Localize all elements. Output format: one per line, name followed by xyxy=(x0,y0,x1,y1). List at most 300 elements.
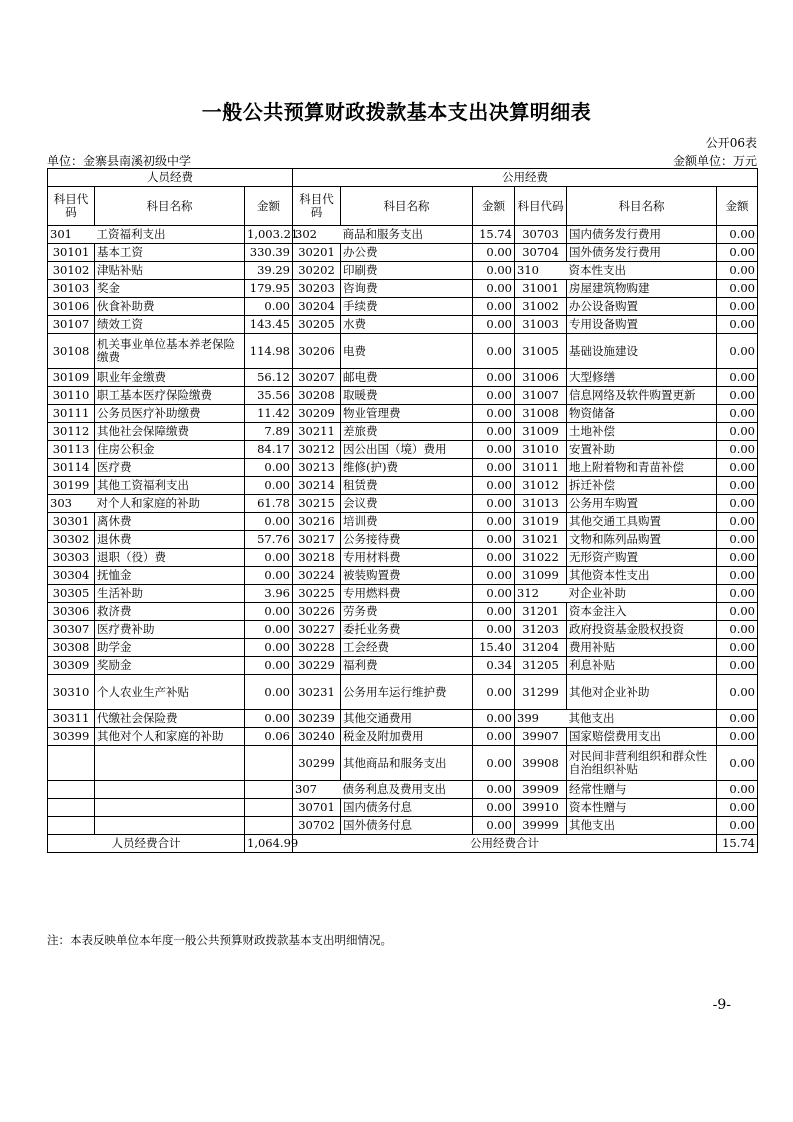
table-row xyxy=(48,495,758,513)
subject-code: 30239 xyxy=(293,710,341,728)
subject-code: 31019 xyxy=(515,513,567,531)
subject-name: 医疗费补助 xyxy=(95,621,245,639)
subject-code: 303 xyxy=(48,495,95,513)
amount-value: 0.00 xyxy=(245,675,293,710)
subject-name: 住房公积金 xyxy=(95,441,245,459)
amount-value: 0.00 xyxy=(717,567,758,585)
subject-code: 30217 xyxy=(293,531,341,549)
amount-value: 0.00 xyxy=(717,459,758,477)
subject-code: 30226 xyxy=(293,603,341,621)
amount-value: 0.00 xyxy=(717,799,758,817)
subject-name: 基本工资 xyxy=(95,244,245,262)
subject-code: 30306 xyxy=(48,603,95,621)
unit-label: 单位：金寨县南溪初级中学 xyxy=(47,154,192,168)
money-unit-label: 金额单位：万元 xyxy=(672,154,757,168)
subject-code: 31022 xyxy=(515,549,567,567)
amount-header: 金额 xyxy=(473,187,515,226)
table-row xyxy=(48,781,758,799)
subject-code: 30203 xyxy=(293,280,341,298)
subject-name: 劳务费 xyxy=(341,603,473,621)
subject-name: 其他对企业补助 xyxy=(567,675,717,710)
amount-value: 143.45 xyxy=(245,316,293,334)
amount-value: 0.00 xyxy=(717,280,758,298)
subject-name: 水费 xyxy=(341,316,473,334)
subject-code: 31201 xyxy=(515,603,567,621)
amount-value: 7.89 xyxy=(245,423,293,441)
subject-name: 国外债务付息 xyxy=(341,817,473,835)
subject-code: 30304 xyxy=(48,567,95,585)
table-row xyxy=(48,459,758,477)
amount-value: 0.00 xyxy=(245,603,293,621)
subject-name: 邮电费 xyxy=(341,369,473,387)
subject-code: 30107 xyxy=(48,316,95,334)
subject-name: 被装购置费 xyxy=(341,567,473,585)
subject-name: 其他交通费用 xyxy=(341,710,473,728)
amount-value: 0.00 xyxy=(473,244,515,262)
subject-name: 公务员医疗补助缴费 xyxy=(95,405,245,423)
subject-code: 30225 xyxy=(293,585,341,603)
subject-name: 奖励金 xyxy=(95,657,245,675)
amount-value: 0.00 xyxy=(473,441,515,459)
amount-value: 0.00 xyxy=(245,621,293,639)
amount-value: 0.00 xyxy=(717,781,758,799)
table-row xyxy=(48,316,758,334)
subject-code: 30704 xyxy=(515,244,567,262)
table-row xyxy=(48,441,758,459)
amount-value: 0.00 xyxy=(473,495,515,513)
subject-code: 30108 xyxy=(48,334,95,369)
amount-value: 0.00 xyxy=(473,477,515,495)
subject-name xyxy=(95,746,245,781)
footnote: 注：本表反映单位本年度一般公共预算财政拨款基本支出明细情况。 xyxy=(47,933,392,947)
amount-value: 3.96 xyxy=(245,585,293,603)
subject-code: 30229 xyxy=(293,657,341,675)
amount-value: 11.42 xyxy=(245,405,293,423)
amount-value: 0.00 xyxy=(245,459,293,477)
subject-code: 30305 xyxy=(48,585,95,603)
subject-code: 30208 xyxy=(293,387,341,405)
code-header: 科目代码 xyxy=(48,187,95,226)
amount-header: 金额 xyxy=(245,187,293,226)
amount-value: 1,003.21 xyxy=(245,226,293,244)
amount-value: 0.00 xyxy=(473,799,515,817)
subject-name xyxy=(95,799,245,817)
amount-value: 0.00 xyxy=(473,675,515,710)
amount-value: 84.17 xyxy=(245,441,293,459)
subject-code xyxy=(48,746,95,781)
subject-code: 30240 xyxy=(293,728,341,746)
amount-value: 57.76 xyxy=(245,531,293,549)
subject-name: 租赁费 xyxy=(341,477,473,495)
subject-code: 39999 xyxy=(515,817,567,835)
subject-code: 31021 xyxy=(515,531,567,549)
amount-value: 0.00 xyxy=(473,423,515,441)
subject-code: 31099 xyxy=(515,567,567,585)
subject-code: 30702 xyxy=(293,817,341,835)
subject-name: 工资福利支出 xyxy=(95,226,245,244)
subject-name: 资本性支出 xyxy=(567,262,717,280)
subject-name xyxy=(95,817,245,835)
subject-name: 其他交通工具购置 xyxy=(567,513,717,531)
subject-name: 办公费 xyxy=(341,244,473,262)
subject-name: 咨询费 xyxy=(341,280,473,298)
amount-value: 0.00 xyxy=(473,567,515,585)
amount-value: 0.00 xyxy=(717,298,758,316)
subject-code: 30302 xyxy=(48,531,95,549)
subject-code: 31005 xyxy=(515,334,567,369)
subject-code: 399 xyxy=(515,710,567,728)
table-row xyxy=(48,405,758,423)
subject-name: 其他社会保障缴费 xyxy=(95,423,245,441)
amount-value xyxy=(245,817,293,835)
amount-value: 56.12 xyxy=(245,369,293,387)
amount-value: 0.00 xyxy=(473,387,515,405)
subject-name: 地上附着物和青苗补偿 xyxy=(567,459,717,477)
subject-code: 312 xyxy=(515,585,567,603)
amount-value: 0.00 xyxy=(473,298,515,316)
subject-name: 安置补助 xyxy=(567,441,717,459)
amount-value: 0.00 xyxy=(473,728,515,746)
amount-value: 0.00 xyxy=(717,621,758,639)
amount-value: 0.00 xyxy=(717,441,758,459)
header-row-columns xyxy=(48,187,758,226)
amount-header: 金额 xyxy=(717,187,758,226)
amount-value: 39.29 xyxy=(245,262,293,280)
subject-code: 39908 xyxy=(515,746,567,781)
table-row xyxy=(48,799,758,817)
subject-name: 印刷费 xyxy=(341,262,473,280)
subject-name: 费用补贴 xyxy=(567,639,717,657)
subject-name: 其他商品和服务支出 xyxy=(341,746,473,781)
amount-value: 0.00 xyxy=(473,316,515,334)
subject-name: 物业管理费 xyxy=(341,405,473,423)
amount-value: 0.00 xyxy=(245,710,293,728)
subject-name: 委托业务费 xyxy=(341,621,473,639)
amount-value: 0.00 xyxy=(473,781,515,799)
subject-name: 其他支出 xyxy=(567,710,717,728)
public-total-amount: 15.74 xyxy=(717,835,758,853)
amount-value: 330.39 xyxy=(245,244,293,262)
amount-value: 0.00 xyxy=(717,405,758,423)
amount-value: 0.00 xyxy=(717,746,758,781)
subject-code: 30215 xyxy=(293,495,341,513)
subject-name: 津贴补贴 xyxy=(95,262,245,280)
amount-value: 0.00 xyxy=(717,334,758,369)
subject-code: 39907 xyxy=(515,728,567,746)
subject-name: 无形资产购置 xyxy=(567,549,717,567)
subject-code: 30309 xyxy=(48,657,95,675)
subject-name: 专用设备购置 xyxy=(567,316,717,334)
subject-name: 助学金 xyxy=(95,639,245,657)
subject-name: 经常性赠与 xyxy=(567,781,717,799)
public-total-label: 公用经费合计 xyxy=(293,835,717,853)
subject-code: 31013 xyxy=(515,495,567,513)
subject-code: 31006 xyxy=(515,369,567,387)
subject-name: 政府投资基金股权投资 xyxy=(567,621,717,639)
subject-code: 31204 xyxy=(515,639,567,657)
amount-value: 0.00 xyxy=(717,549,758,567)
amount-value: 0.00 xyxy=(717,495,758,513)
subject-name: 电费 xyxy=(341,334,473,369)
subject-name: 个人农业生产补贴 xyxy=(95,675,245,710)
table-row xyxy=(48,387,758,405)
subject-code: 31003 xyxy=(515,316,567,334)
subject-code: 30212 xyxy=(293,441,341,459)
subject-name: 国家赔偿费用支出 xyxy=(567,728,717,746)
subject-code: 30103 xyxy=(48,280,95,298)
subject-code: 30228 xyxy=(293,639,341,657)
table-row xyxy=(48,657,758,675)
subject-name: 土地补偿 xyxy=(567,423,717,441)
subject-name: 公务用车运行维护费 xyxy=(341,675,473,710)
subject-name: 利息补贴 xyxy=(567,657,717,675)
amount-value: 0.00 xyxy=(245,513,293,531)
table-row xyxy=(48,603,758,621)
page-title: 一般公共预算财政拨款基本支出决算明细表 xyxy=(201,100,592,124)
name-header: 科目名称 xyxy=(567,187,717,226)
amount-value: 0.00 xyxy=(473,369,515,387)
subject-name: 其他资本性支出 xyxy=(567,567,717,585)
subject-code: 30301 xyxy=(48,513,95,531)
amount-value: 179.95 xyxy=(245,280,293,298)
table-row xyxy=(48,477,758,495)
subject-code: 30308 xyxy=(48,639,95,657)
subject-code: 30231 xyxy=(293,675,341,710)
subject-code: 30111 xyxy=(48,405,95,423)
table-row xyxy=(48,639,758,657)
subject-code xyxy=(48,799,95,817)
subject-name: 专用材料费 xyxy=(341,549,473,567)
amount-value: 0.00 xyxy=(717,423,758,441)
subject-name: 因公出国（境）费用 xyxy=(341,441,473,459)
subject-code: 30303 xyxy=(48,549,95,567)
subject-code: 30199 xyxy=(48,477,95,495)
subject-name: 代缴社会保险费 xyxy=(95,710,245,728)
subject-code: 301 xyxy=(48,226,95,244)
amount-value: 0.00 xyxy=(473,262,515,280)
subject-code: 30106 xyxy=(48,298,95,316)
subject-code: 31011 xyxy=(515,459,567,477)
amount-value: 0.34 xyxy=(473,657,515,675)
subject-name: 基础设施建设 xyxy=(567,334,717,369)
subject-code: 39910 xyxy=(515,799,567,817)
subject-name: 资本性赠与 xyxy=(567,799,717,817)
subject-code: 30207 xyxy=(293,369,341,387)
subject-code: 31205 xyxy=(515,657,567,675)
amount-value: 0.00 xyxy=(245,549,293,567)
amount-value: 0.00 xyxy=(717,603,758,621)
subject-code: 30114 xyxy=(48,459,95,477)
subject-name: 其他工资福利支出 xyxy=(95,477,245,495)
subject-code: 30227 xyxy=(293,621,341,639)
subject-code: 30216 xyxy=(293,513,341,531)
subject-code: 30202 xyxy=(293,262,341,280)
subject-name: 差旅费 xyxy=(341,423,473,441)
subject-name: 职业年金缴费 xyxy=(95,369,245,387)
subject-code: 307 xyxy=(293,781,341,799)
subject-code: 30307 xyxy=(48,621,95,639)
table-row xyxy=(48,280,758,298)
amount-value: 61.78 xyxy=(245,495,293,513)
table-row xyxy=(48,746,758,781)
subject-code: 310 xyxy=(515,262,567,280)
subject-name: 商品和服务支出 xyxy=(341,226,473,244)
subject-code: 30213 xyxy=(293,459,341,477)
subject-name: 大型修缮 xyxy=(567,369,717,387)
subject-code: 30109 xyxy=(48,369,95,387)
subject-code: 31299 xyxy=(515,675,567,710)
amount-value: 0.00 xyxy=(717,477,758,495)
subject-name: 办公设备购置 xyxy=(567,298,717,316)
amount-value: 0.00 xyxy=(717,639,758,657)
subject-code: 30310 xyxy=(48,675,95,710)
subject-name: 税金及附加费用 xyxy=(341,728,473,746)
subject-name: 会议费 xyxy=(341,495,473,513)
page-number: -9- xyxy=(712,997,731,1013)
amount-value: 114.98 xyxy=(245,334,293,369)
subject-name: 对个人和家庭的补助 xyxy=(95,495,245,513)
subject-code: 30399 xyxy=(48,728,95,746)
subject-name: 福利费 xyxy=(341,657,473,675)
table-row xyxy=(48,585,758,603)
amount-value: 0.06 xyxy=(245,728,293,746)
subject-code: 30299 xyxy=(293,746,341,781)
personnel-total-label: 人员经费合计 xyxy=(48,835,245,853)
subject-name: 培训费 xyxy=(341,513,473,531)
subject-code: 30211 xyxy=(293,423,341,441)
subject-name: 公务接待费 xyxy=(341,531,473,549)
amount-value: 0.00 xyxy=(473,280,515,298)
subject-code: 30102 xyxy=(48,262,95,280)
subject-name: 对民间非营利组织和群众性自治组织补贴 xyxy=(567,746,717,781)
amount-value xyxy=(245,781,293,799)
name-header: 科目名称 xyxy=(95,187,245,226)
amount-value: 0.00 xyxy=(473,621,515,639)
subject-name: 债务利息及费用支出 xyxy=(341,781,473,799)
expenditure-table xyxy=(47,168,758,853)
subject-code: 30218 xyxy=(293,549,341,567)
personnel-total-amount: 1,064.99 xyxy=(245,835,293,853)
amount-value: 15.74 xyxy=(473,226,515,244)
subject-name: 专用燃料费 xyxy=(341,585,473,603)
table-row xyxy=(48,226,758,244)
subject-code: 30205 xyxy=(293,316,341,334)
amount-value: 0.00 xyxy=(717,657,758,675)
subject-name: 退职（役）费 xyxy=(95,549,245,567)
amount-value: 0.00 xyxy=(245,567,293,585)
table-row xyxy=(48,262,758,280)
amount-value: 0.00 xyxy=(717,728,758,746)
amount-value: 0.00 xyxy=(473,817,515,835)
table-row xyxy=(48,549,758,567)
table-row xyxy=(48,531,758,549)
subject-code: 30204 xyxy=(293,298,341,316)
subject-name: 维修(护)费 xyxy=(341,459,473,477)
amount-value: 0.00 xyxy=(717,585,758,603)
subject-name: 房屋建筑物购建 xyxy=(567,280,717,298)
subject-name: 机关事业单位基本养老保险缴费 xyxy=(95,334,245,369)
table-row xyxy=(48,817,758,835)
subject-code: 30101 xyxy=(48,244,95,262)
subject-name: 文物和陈列品购置 xyxy=(567,531,717,549)
amount-value: 0.00 xyxy=(473,603,515,621)
table-row xyxy=(48,369,758,387)
amount-value: 0.00 xyxy=(717,675,758,710)
amount-value: 35.56 xyxy=(245,387,293,405)
amount-value: 0.00 xyxy=(717,710,758,728)
subject-code: 31002 xyxy=(515,298,567,316)
amount-value: 0.00 xyxy=(473,549,515,567)
subject-name: 取暖费 xyxy=(341,387,473,405)
subject-code: 30701 xyxy=(293,799,341,817)
subject-name: 物资储备 xyxy=(567,405,717,423)
subject-name: 奖金 xyxy=(95,280,245,298)
subject-code: 31012 xyxy=(515,477,567,495)
subject-code: 30206 xyxy=(293,334,341,369)
code-header: 科目代码 xyxy=(515,187,567,226)
subject-code: 302 xyxy=(293,226,341,244)
amount-value: 0.00 xyxy=(473,405,515,423)
subject-code: 30214 xyxy=(293,477,341,495)
amount-value: 0.00 xyxy=(473,531,515,549)
subject-name: 拆迁补偿 xyxy=(567,477,717,495)
amount-value: 0.00 xyxy=(473,334,515,369)
amount-value: 0.00 xyxy=(473,710,515,728)
table-row xyxy=(48,513,758,531)
amount-value: 0.00 xyxy=(473,459,515,477)
subject-name: 信息网络及软件购置更新 xyxy=(567,387,717,405)
subject-name: 职工基本医疗保险缴费 xyxy=(95,387,245,405)
table-row xyxy=(48,298,758,316)
amount-value: 0.00 xyxy=(245,298,293,316)
subject-name: 对企业补助 xyxy=(567,585,717,603)
table-row xyxy=(48,334,758,369)
personnel-header: 人员经费 xyxy=(48,169,293,187)
subject-code: 31010 xyxy=(515,441,567,459)
subject-name: 其他对个人和家庭的补助 xyxy=(95,728,245,746)
subject-code: 31007 xyxy=(515,387,567,405)
subject-code: 31009 xyxy=(515,423,567,441)
subject-name: 资本金注入 xyxy=(567,603,717,621)
amount-value: 0.00 xyxy=(473,585,515,603)
subject-code xyxy=(48,817,95,835)
amount-value: 0.00 xyxy=(245,477,293,495)
table-row xyxy=(48,621,758,639)
amount-value xyxy=(245,799,293,817)
form-number: 公开06表 xyxy=(705,136,757,150)
subject-name: 公务用车购置 xyxy=(567,495,717,513)
name-header: 科目名称 xyxy=(341,187,473,226)
subject-name: 国内债务发行费用 xyxy=(567,226,717,244)
subject-code: 31203 xyxy=(515,621,567,639)
amount-value: 0.00 xyxy=(717,387,758,405)
amount-value: 0.00 xyxy=(245,639,293,657)
subject-code: 30112 xyxy=(48,423,95,441)
subject-name: 伙食补助费 xyxy=(95,298,245,316)
subject-name: 工会经费 xyxy=(341,639,473,657)
amount-value: 0.00 xyxy=(473,513,515,531)
subject-code: 30110 xyxy=(48,387,95,405)
subject-code: 30209 xyxy=(293,405,341,423)
subject-code: 31001 xyxy=(515,280,567,298)
amount-value: 0.00 xyxy=(717,244,758,262)
table-row xyxy=(48,423,758,441)
subject-name: 生活补助 xyxy=(95,585,245,603)
amount-value: 0.00 xyxy=(717,369,758,387)
subject-code: 30224 xyxy=(293,567,341,585)
amount-value: 0.00 xyxy=(717,531,758,549)
subject-name: 退休费 xyxy=(95,531,245,549)
